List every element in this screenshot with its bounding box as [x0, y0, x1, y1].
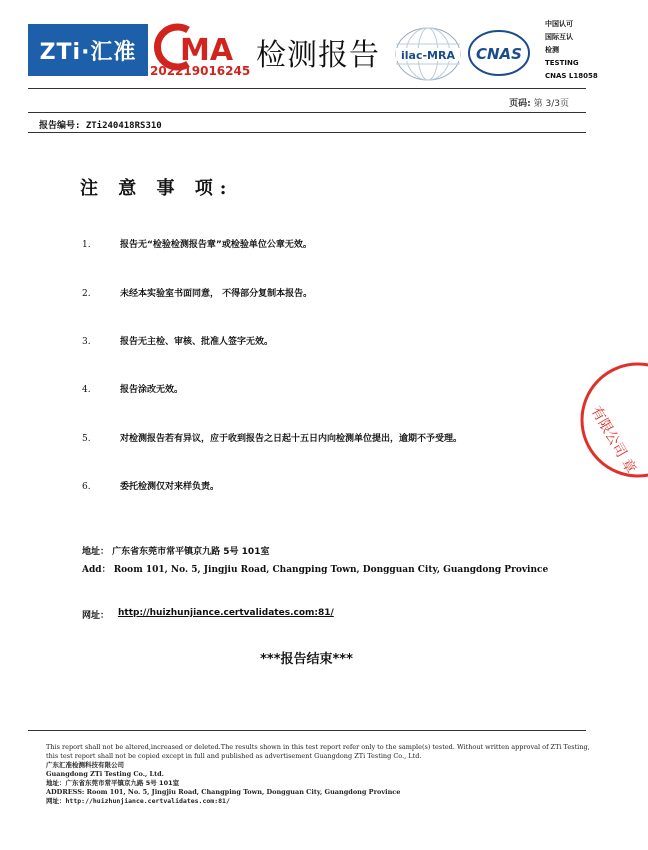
zti-logo: ZTi·汇准	[28, 24, 148, 76]
ilac-text: ilac-MRA	[401, 49, 455, 62]
seal-text: 有限公司 章	[587, 403, 639, 477]
footer-disclaimer-1: This report shall not be altered,increased or deleted.The results shown in this test report refer only to the sample(s) tested. Without written approval of ZTi Testing,	[46, 743, 590, 751]
ma-logo-text: MA	[180, 33, 234, 68]
page-number	[509, 96, 569, 109]
notice-title: 注 意 事 项:	[80, 178, 234, 199]
cnas-side-line: 中国认可	[545, 20, 573, 28]
notice-item-2	[82, 286, 312, 299]
cnas-side-line: 检测	[545, 46, 559, 54]
item-number: 4.	[82, 385, 91, 395]
cnas-side-line: 国际互认	[545, 33, 573, 41]
notice-item-6	[82, 479, 219, 492]
cnas-side-line: CNAS L18058	[545, 72, 598, 80]
footer-rule	[28, 730, 586, 731]
item-number: 3.	[82, 337, 91, 347]
item-number: 1.	[82, 240, 91, 250]
item-text: 报告无主检、审核、批准人签字无效。	[120, 337, 274, 347]
website-link[interactable]: http://huizhunjiance.certvalidates.com:81/	[118, 608, 334, 618]
item-number: 2.	[82, 289, 91, 299]
notice-item-3	[82, 334, 273, 347]
item-text: 报告涂改无效。	[120, 385, 184, 395]
footer-address-en: ADDRESS: Room 101, No. 5, Jingjiu Road, Changping Town, Dongguan City, Guangdong Province	[46, 788, 401, 796]
footer-address-cn: 地址：广东省东莞市常平镇京九路 5号 101室	[46, 779, 180, 787]
website-label: 网址：	[82, 611, 110, 621]
item-text: 委托检测仅对来样负责。	[120, 482, 220, 492]
cnas-logo	[468, 30, 530, 76]
item-number: 6.	[82, 482, 91, 492]
cnas-side-line: TESTING	[545, 59, 579, 67]
footer-company-cn: 广东汇准检测科技有限公司	[46, 761, 124, 769]
address-en: Add： Room 101, No. 5, Jingjiu Road, Changping Town, Dongguan City, Guangdong Province	[82, 565, 549, 575]
header-rule	[28, 88, 586, 89]
ma-number: 202219016245	[150, 64, 251, 78]
notice-item-5	[82, 431, 462, 444]
cnas-text: CNAS	[476, 45, 522, 63]
item-text: 对检测报告若有异议，应于收到报告之日起十五日内向检测单位提出，逾期不予受理。	[120, 434, 463, 444]
item-text: 未经本实验室书面同意， 不得部分复制本报告。	[120, 289, 313, 299]
ilac-mra-logo	[394, 26, 462, 82]
report-number: 报告编号: ZTi240418RS310	[39, 121, 162, 131]
report-number-rule	[28, 132, 586, 133]
footer-disclaimer-2: this test report shall not be copied except in full and published as advertisement Guangdong ZTi Testing Co., Ltd.	[46, 752, 422, 760]
footer-company-en: Guangdong ZTi Testing Co., Ltd.	[46, 770, 164, 778]
end-of-report: ***报告结束***	[260, 652, 353, 667]
company-seal	[578, 360, 648, 480]
report-title: 检测报告	[256, 38, 380, 73]
subheader-rule	[28, 112, 586, 113]
page-number-value: 第 3/3页	[533, 99, 569, 109]
notice-item-4	[82, 382, 183, 395]
cnas-accreditation-text	[545, 18, 598, 83]
item-number: 5.	[82, 434, 91, 444]
item-text: 报告无“检验检测报告章”或检验单位公章无效。	[120, 240, 312, 250]
notice-item-1	[82, 237, 312, 250]
footer-website: 网址：http://huizhunjiance.certvalidates.com:81/	[46, 797, 230, 805]
page-number-label: 页码:	[509, 99, 531, 109]
address-cn: 地址： 广东省东莞市常平镇京九路 5号 101室	[82, 547, 270, 557]
